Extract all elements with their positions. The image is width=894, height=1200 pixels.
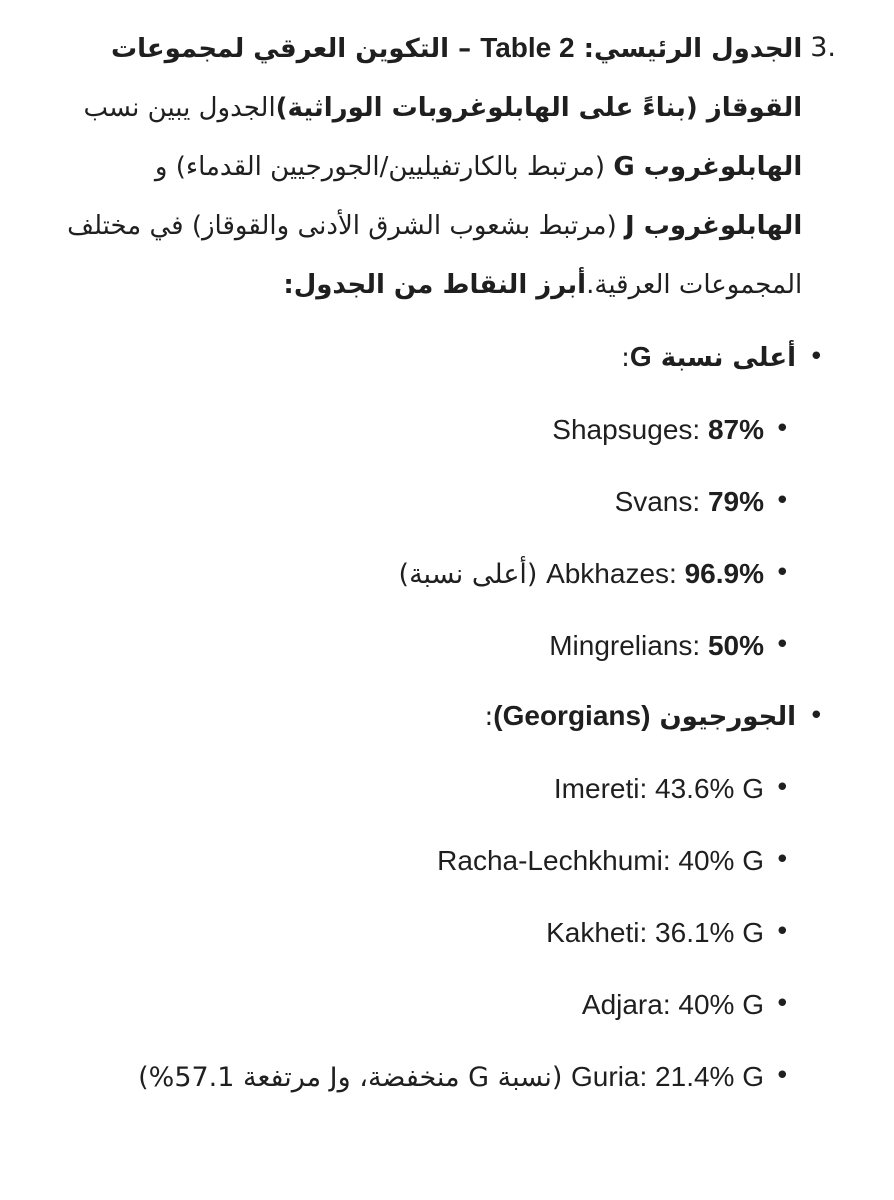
group-name: Svans [614,486,693,517]
list-item [60,538,790,610]
table-title-label: Table 2 [480,32,575,63]
haplogroup-g-label: الهابلوغروب G [613,152,803,182]
highlights-label: أبرز النقاط من الجدول: [283,270,587,300]
list-item [60,394,790,466]
bullet-icon: • [774,558,790,588]
group-sep: : [692,414,708,445]
bullet-icon: • [808,701,824,731]
highest-g-heading-text: أعلى نسبة [651,343,796,373]
highest-g-heading-letter: G [629,341,652,372]
highest-g-list [60,394,796,682]
numbered-item-3 [60,18,836,315]
georgians-heading-en: (Georgians) [493,700,651,731]
list-item [60,969,790,1041]
georgians-heading-ar: الجورجيون [650,702,796,732]
group-sep: : [692,486,708,517]
bullet-icon: • [774,414,790,444]
table-title-main: الجدول الرئيسي: [574,34,803,64]
list-item [60,753,790,825]
group-value: 87% [707,414,764,445]
region-entry: Kakheti: 36.1% G [546,917,764,948]
group-name: Mingrelians [549,630,693,661]
group-entry [615,486,764,517]
region-entry: Guria: 21.4% G [571,1061,764,1092]
highest-g-heading-colon: : [621,343,630,373]
desc-part-2: (مرتبط بالكارتفيليين/الجورجيين القدماء) و [154,152,614,182]
bullet-icon: • [774,1061,790,1091]
table-title-desc: التكوين العرقي لمجموعات القوقاز (بناءً على الهابلوغروبات الوراثية) [110,34,803,123]
georgians-heading-colon: : [484,702,494,732]
list-item [60,466,790,538]
group-value: 96.9% [684,558,764,589]
group-entry [552,414,764,445]
group-note: (أعلى نسبة) [398,559,538,590]
region-entry: Imereti: 43.6% G [553,773,764,804]
table-title-dash: – [449,34,481,64]
desc-part-3: (مرتبط بشعوب الشرق الأدنى والقوقاز) في مختلف المجموعات العرقية. [67,211,803,300]
georgians-section [60,686,824,1113]
group-sep: : [669,558,685,589]
item-number: 3. [810,32,836,63]
highest-g-section [60,327,824,682]
region-entry: Racha-Lechkhumi: 40% G [437,845,764,876]
group-sep: : [692,630,708,661]
highest-g-heading [60,327,796,388]
haplogroup-j-label: الهابلوغروب J [624,211,803,241]
bullet-icon: • [808,342,824,372]
list-item [60,825,790,897]
region-entry: Adjara: 40% G [581,989,764,1020]
group-value: 79% [707,486,764,517]
group-name: Abkhazes [546,558,670,589]
item-3-body [60,18,802,315]
bullet-icon: • [774,773,790,803]
group-name: Shapsuges [552,414,693,445]
list-item [60,897,790,969]
bullet-icon: • [774,917,790,947]
bullet-icon: • [774,486,790,516]
group-entry [546,558,764,589]
georgians-heading [60,686,796,747]
bullet-icon: • [774,845,790,875]
desc-part-1: الجدول يبين نسب [83,93,276,123]
group-value: 50% [707,630,764,661]
region-note: (نسبة G منخفضة، وJ مرتفعة 57.1%) [138,1062,563,1093]
bullet-icon: • [774,630,790,660]
list-item [60,610,790,682]
bullet-icon: • [774,989,790,1019]
list-item [60,1041,790,1113]
group-entry [549,630,764,661]
highlights-list [60,327,836,1113]
georgians-list [60,753,796,1113]
